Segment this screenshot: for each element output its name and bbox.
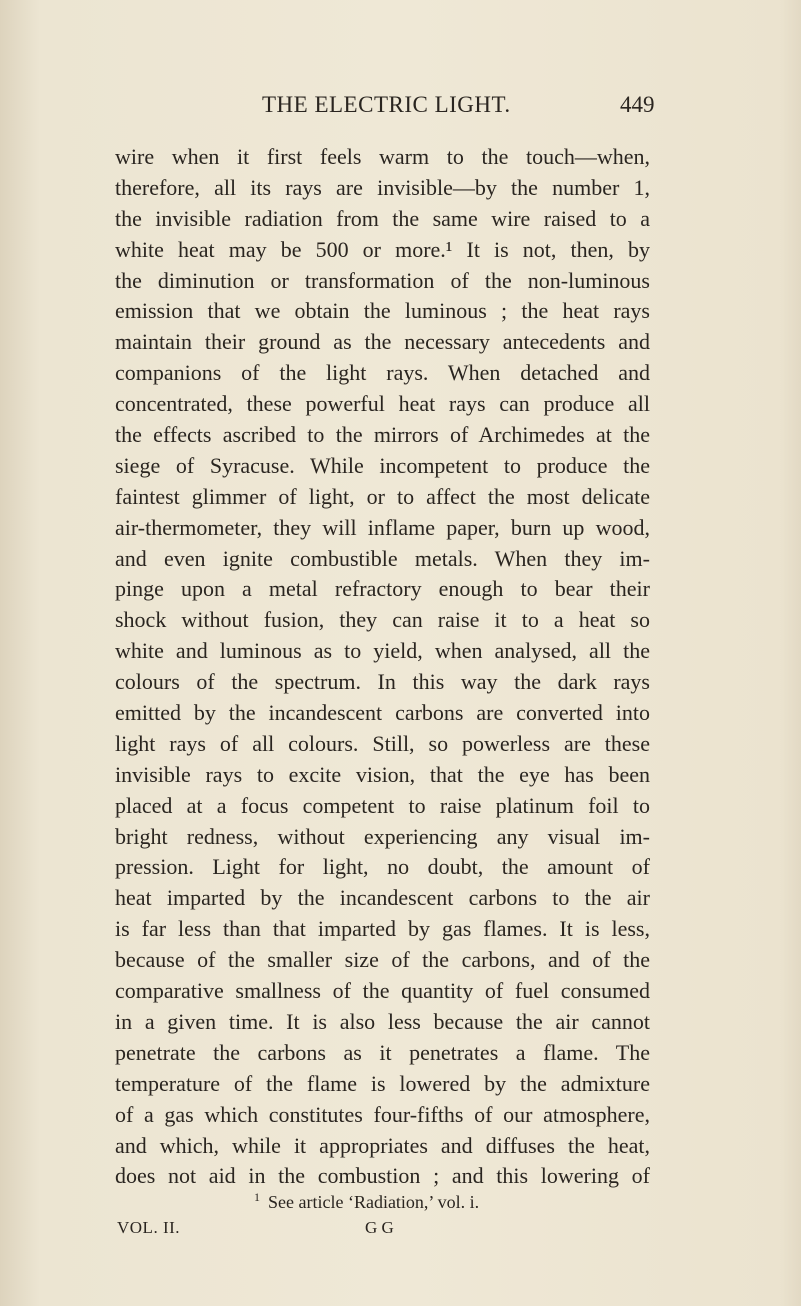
text-line: pinge upon a metal refractory enough to bear their — [115, 576, 650, 602]
text-line: the diminution or transformation of the non-luminous — [115, 267, 650, 293]
text-line: invisible rays to excite vision, that the eye has been — [115, 761, 650, 787]
running-title: THE ELECTRIC LIGHT. — [262, 92, 511, 117]
text-line: companions of the light rays. When detached and — [115, 360, 650, 386]
text-line: shock without fusion, they can raise it to a heat so — [115, 607, 650, 633]
text-line: bright redness, without experiencing any visual im- — [115, 823, 650, 849]
body-text — [115, 142, 650, 1192]
text-line: and even ignite combustible metals. When they im- — [115, 545, 650, 571]
text-line: faintest glimmer of light, or to affect the most delicate — [115, 483, 650, 509]
text-line: heat imparted by the incandescent carbons to the air — [115, 885, 650, 911]
footnote-text: See article ‘Radiation,’ vol. i. — [268, 1192, 480, 1212]
text-line: placed at a focus competent to raise platinum foil to — [115, 792, 650, 818]
text-line: maintain their ground as the necessary antecedents and — [115, 329, 650, 355]
text-line: air-thermometer, they will inflame paper, burn up wood, — [115, 514, 650, 540]
text-line: of a gas which constitutes four-fifths of our atmosphere, — [115, 1101, 650, 1127]
footnote — [0, 1190, 801, 1216]
text-line: and which, while it appropriates and diffuses the heat, — [115, 1132, 650, 1158]
text-line: siege of Syracuse. While incompetent to produce the — [115, 452, 650, 478]
text-line: light rays of all colours. Still, so powerless are these — [115, 730, 650, 756]
text-line: wire when it first feels warm to the touch—when, — [115, 144, 650, 169]
text-line: concentrated, these powerful heat rays can produce all — [115, 391, 650, 417]
text-line: the effects ascribed to the mirrors of Archimedes at the — [115, 422, 650, 448]
text-line: because of the smaller size of the carbons, and of the — [115, 947, 650, 973]
text-line: in a given time. It is also less because the air cannot — [115, 1008, 650, 1034]
text-line: emission that we obtain the luminous ; the heat rays — [115, 298, 650, 324]
text-line: the invisible radiation from the same wire raised to a — [115, 205, 650, 231]
footnote-mark: 1 — [254, 1190, 260, 1204]
text-line: pression. Light for light, no doubt, the amount of — [115, 854, 650, 880]
text-line: colours of the spectrum. In this way the dark rays — [115, 669, 650, 695]
text-line: temperature of the flame is lowered by the admixture — [115, 1070, 650, 1096]
text-line: white heat may be 500 or more.¹ It is not, then, by — [115, 236, 650, 262]
text-line: does not aid in the combustion ; and this lowering of — [115, 1163, 650, 1189]
text-line: comparative smallness of the quantity of fuel consumed — [115, 978, 650, 1004]
text-line: white and luminous as to yield, when analysed, all the — [115, 638, 650, 664]
text-line: therefore, all its rays are invisible—by the number 1, — [115, 174, 650, 200]
text-line: penetrate the carbons as it penetrates a flame. The — [115, 1039, 650, 1065]
page-number: 449 — [620, 92, 655, 117]
text-line: emitted by the incandescent carbons are converted into — [115, 700, 650, 726]
text-line: is far less than that imparted by gas flames. It is less, — [115, 916, 650, 942]
running-head — [0, 92, 801, 122]
signature-line — [0, 1218, 801, 1244]
signature-mark: G G — [365, 1218, 394, 1237]
volume-label: VOL. II. — [117, 1218, 181, 1237]
